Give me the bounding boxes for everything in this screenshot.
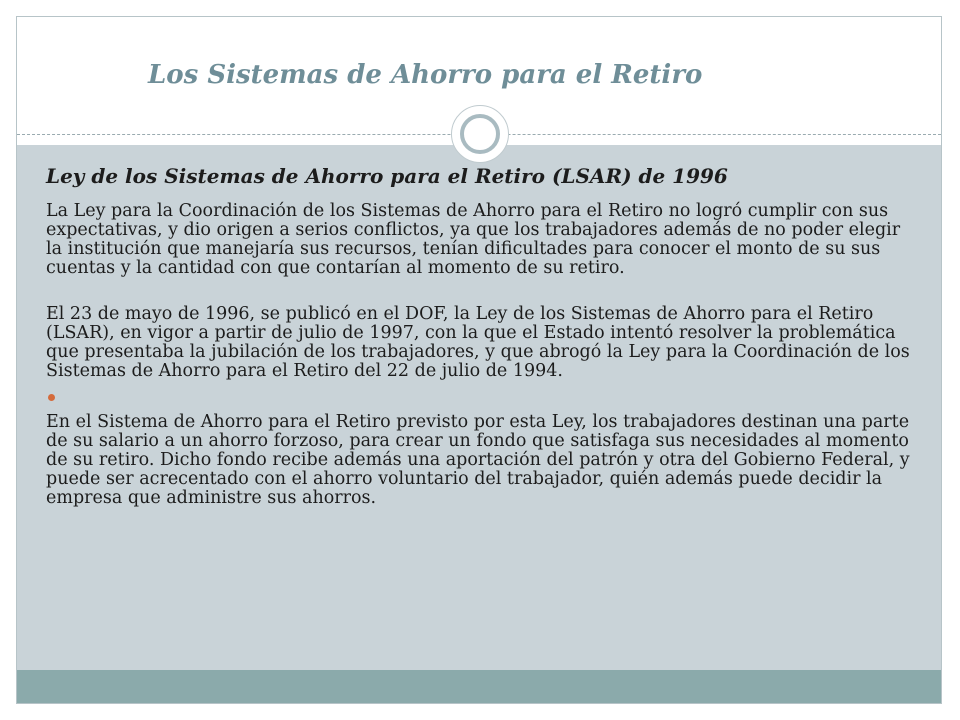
bullet-dot-icon [48, 394, 55, 401]
paragraph-1: La Ley para la Coordinación de los Sistemas de Ahorro para el Retiro no logró cumplir con sus expectativas, y dio origen a serios conflictos, ya que los trabajadores además de no poder elegir la institución que manejaría sus recursos, tenían dificultades para conocer el monto de su sus cuentas y la cantidad con que contarían al momento de su retiro. [46, 201, 901, 278]
paragraph-3: En el Sistema de Ahorro para el Retiro previsto por esta Ley, los trabajadores destinan una parte de su salario a un ahorro forzoso, para crear un fondo que satisfaga sus necesidades al momento de su retiro. Dicho fondo recibe además una aportación del patrón y otra del Gobierno Federal, y puede ser acrecentado con el ahorro voluntario del trabajador, quién además puede decidir la empresa que administre sus ahorros. [46, 412, 910, 508]
slide-content [46, 164, 914, 508]
slide-title: Los Sistemas de Ahorro para el Retiro [148, 60, 703, 90]
footer-band [17, 670, 941, 703]
slide-subtitle: Ley de los Sistemas de Ahorro para el Retiro (LSAR) de 1996 [46, 164, 728, 188]
empty-bullet [46, 381, 914, 411]
paragraph-2: El 23 de mayo de 1996, se publicó en el DOF, la Ley de los Sistemas de Ahorro para el Retiro (LSAR), en vigor a partir de julio de 1997, con la que el Estado intentó resolver la problemática que presentaba la jubilación de los trabajadores, y que abrogó la Ley para la Coordinación de los Sistemas de Ahorro para el Retiro del 22 de julio de 1994. [46, 304, 910, 381]
ring-inner-icon [460, 114, 500, 154]
